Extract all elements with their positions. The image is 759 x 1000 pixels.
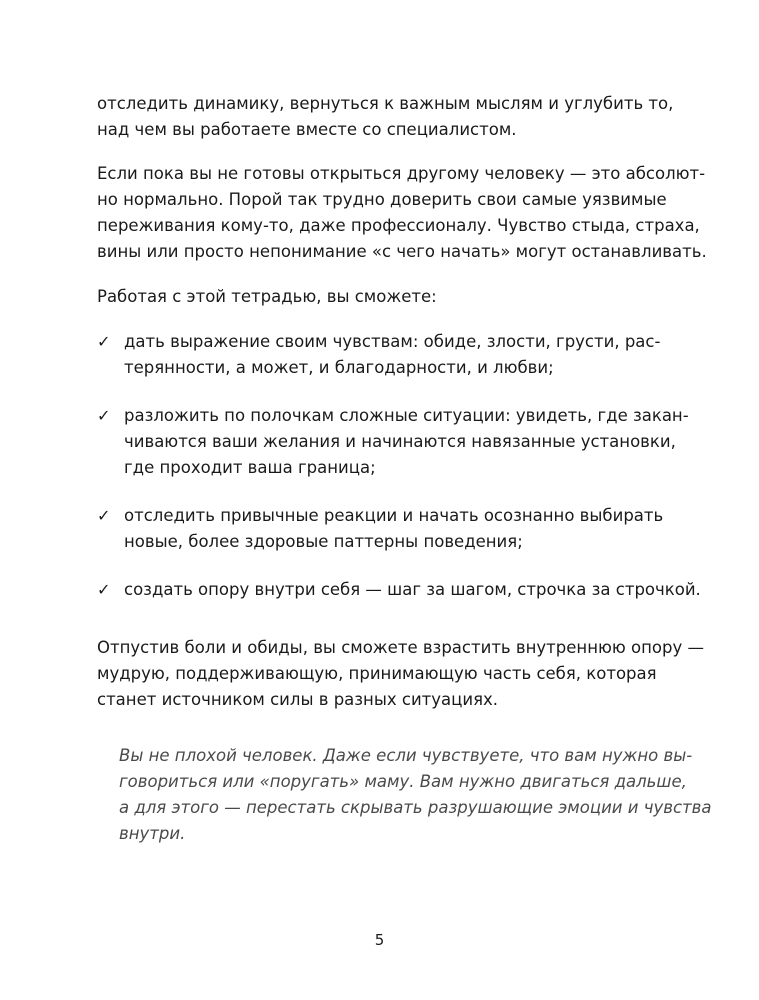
list-item: [97, 577, 701, 603]
checkmark-icon: ✓: [97, 506, 111, 525]
text-line: дать выражение своим чувствам: обиде, злости, грусти, рас-: [124, 332, 661, 351]
text-line: создать опору внутри себя — шаг за шагом, строчка за строчкой.: [124, 580, 701, 599]
text-line: станет источником силы в разных ситуациях.: [97, 690, 499, 709]
paragraph-not-ready: [97, 161, 707, 265]
paragraph-continuation: [97, 91, 674, 143]
list-item: [97, 329, 661, 381]
text-line: Если пока вы не готовы открыться другому человеку — это абсолют-: [97, 164, 706, 183]
text-line: чиваются ваши желания и начинаются навязанные установки,: [124, 432, 676, 451]
text-line: разложить по полочкам сложные ситуации: увидеть, где закан-: [124, 406, 689, 425]
text-line: говориться или «поругать» маму. Вам нужно двигаться дальше,: [119, 772, 687, 791]
text-line: Вы не плохой человек. Даже если чувствуете, что вам нужно вы-: [119, 746, 693, 765]
page-number: 5: [374, 931, 385, 949]
text-line: где проходит ваша граница;: [124, 458, 376, 477]
text-line: Работая с этой тетрадью, вы сможете:: [97, 287, 437, 306]
text-line: вины или просто непонимание «с чего начать» могут останавливать.: [97, 242, 707, 261]
text-line: внутри.: [119, 824, 186, 843]
text-line: новые, более здоровые паттерны поведения;: [124, 532, 523, 551]
text-line: Отпустив боли и обиды, вы сможете взрастить внутреннюю опору —: [97, 638, 704, 657]
list-intro: [97, 284, 642, 310]
text-line: переживания кому-то, даже профессионалу. Чувство стыда, страха,: [97, 216, 700, 235]
text-line: терянности, а может, и благодарности, и любви;: [124, 358, 554, 377]
text-line: но нормально. Порой так трудно доверить свои самые уязвимые: [97, 190, 667, 209]
italic-quote: [97, 743, 712, 847]
text-line: а для этого — перестать скрывать разрушающие эмоции и чувства: [119, 798, 712, 817]
text-line: отследить динамику, вернуться к важным мыслям и углубить то,: [97, 94, 674, 113]
checkmark-icon: ✓: [97, 406, 111, 425]
text-line: мудрую, поддерживающую, принимающую часть себя, которая: [97, 664, 657, 683]
paragraph-conclusion: [97, 635, 704, 713]
checkmark-icon: ✓: [97, 580, 111, 599]
list-item: [97, 403, 689, 481]
list-item: [97, 503, 664, 555]
page-content: [97, 91, 712, 847]
text-line: над чем вы работаете вместе со специалистом.: [97, 120, 517, 139]
text-line: отследить привычные реакции и начать осознанно выбирать: [124, 506, 664, 525]
checkmark-icon: ✓: [97, 332, 111, 351]
